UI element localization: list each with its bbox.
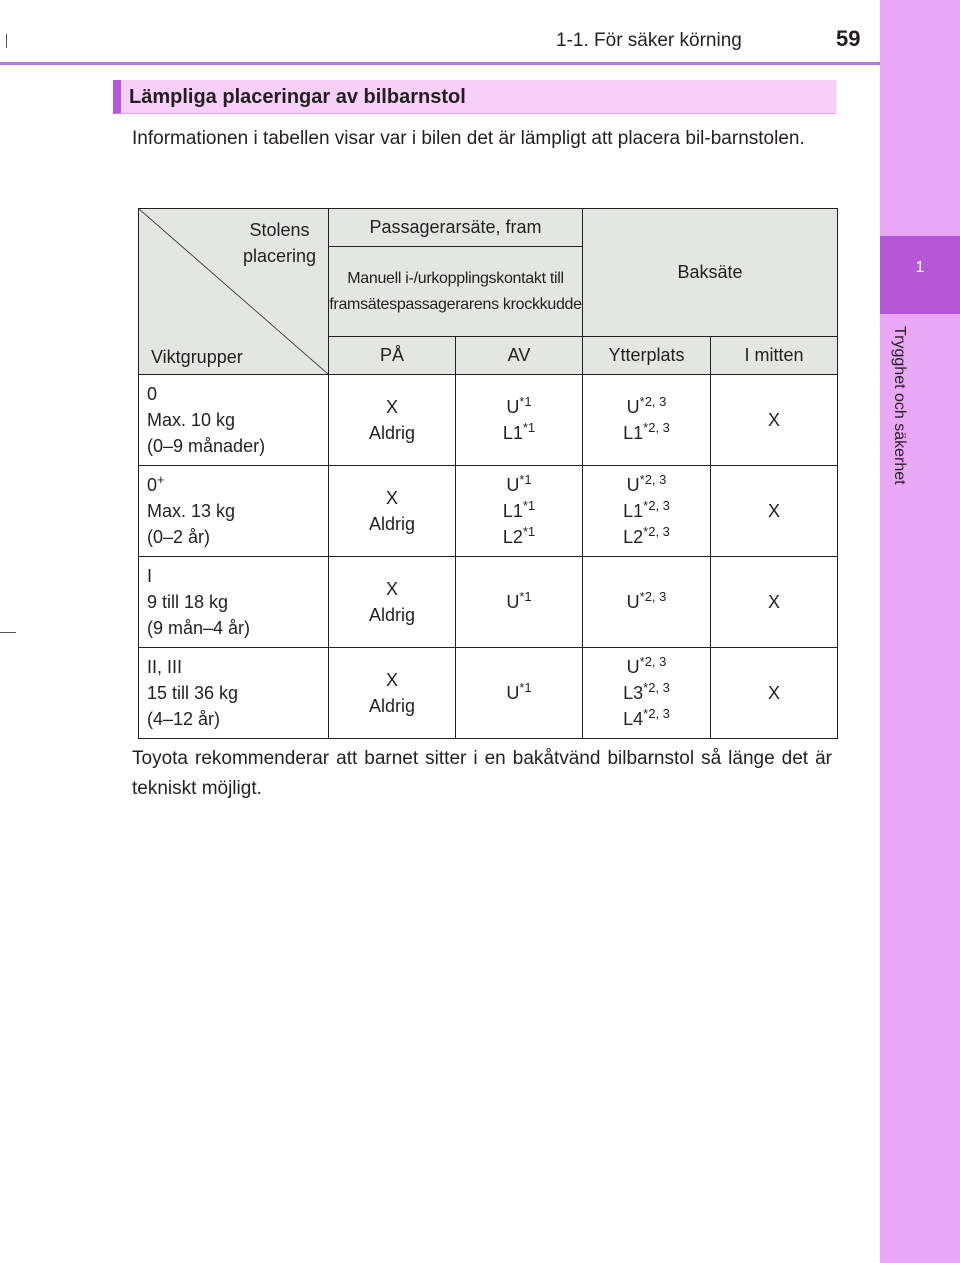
middle-seat-cell: X — [711, 375, 838, 466]
airbag-off-cell — [456, 648, 583, 739]
table-row — [139, 648, 838, 739]
group-line: II, III — [147, 657, 183, 677]
cell-value — [456, 472, 582, 498]
middle-seat-cell: X — [711, 466, 838, 557]
cell-value — [456, 420, 582, 446]
footnote-ref: *2, 3 — [639, 589, 667, 604]
cell-value — [456, 524, 582, 550]
recommendation-paragraph: Toyota rekommenderar att barnet sitter i en bakåtvänd bilbarnstol så länge det är tekniskt möjligt. — [132, 748, 832, 799]
middle-seat-cell: X — [711, 648, 838, 739]
corner-label-line: Stolens — [249, 220, 310, 240]
category-code: L1 — [623, 501, 644, 521]
footnote-ref: *2, 3 — [639, 472, 667, 487]
chapter-title: Trygghet och säkerhet — [891, 326, 908, 485]
footnote-ref: *1 — [519, 680, 532, 695]
cell-value — [583, 472, 710, 498]
category-code: U — [506, 592, 520, 612]
category-code: L3 — [623, 683, 644, 703]
header-divider — [0, 62, 880, 65]
footnote-ref: *2, 3 — [643, 680, 670, 695]
weight-group-cell — [139, 648, 329, 739]
category-code: U — [626, 592, 640, 612]
group-line: (9 mån–4 år) — [147, 618, 251, 638]
outer-seat-cell — [583, 466, 711, 557]
footnote-ref: *1 — [522, 420, 536, 435]
footnote-ref: *1 — [522, 498, 536, 513]
airbag-switch-header: Manuell i-/urkopplingskontakt till framsätespassagerarens krockkudde — [329, 247, 583, 337]
front-passenger-header: Passagerarsäte, fram — [329, 209, 583, 247]
category-code: L4 — [623, 709, 644, 729]
cell-value — [456, 589, 582, 615]
airbag-on-cell — [329, 648, 456, 739]
footnote-ref: *2, 3 — [639, 654, 667, 669]
middle-seat-cell: X — [711, 557, 838, 648]
rear-seat-header: Baksäte — [583, 209, 838, 337]
crop-mark — [6, 34, 7, 48]
group-line: (0–2 år) — [147, 527, 211, 547]
child-seat-placement-table — [138, 208, 838, 739]
cell-value — [583, 654, 710, 680]
group-line: I — [147, 566, 153, 586]
category-code: L1 — [502, 423, 523, 443]
group-line: Max. 10 kg — [147, 410, 236, 430]
cell-value: X — [385, 488, 398, 508]
cell-value — [583, 524, 710, 550]
running-header: 1-1. För säker körning — [556, 30, 742, 51]
footnote-ref: *2, 3 — [643, 420, 670, 435]
cell-value — [456, 498, 582, 524]
cell-value — [583, 420, 710, 446]
cell-value — [456, 394, 582, 420]
intro-paragraph: Informationen i tabellen visar var i bilen det är lämpligt att placera bil-barnstolen. — [132, 128, 805, 149]
corner-label-line: placering — [242, 246, 316, 266]
footnote-ref: *1 — [522, 524, 536, 539]
category-code: U — [506, 683, 520, 703]
group-line: 9 till 18 kg — [147, 592, 229, 612]
outer-seat-header: Ytterplats — [583, 337, 711, 375]
category-code: U — [626, 475, 640, 495]
cell-value — [583, 394, 710, 420]
cell-value: X — [385, 397, 398, 417]
airbag-off-cell — [456, 375, 583, 466]
table-row — [139, 466, 838, 557]
chapter-side-tab — [880, 0, 960, 1263]
airbag-off-cell — [456, 557, 583, 648]
weight-group-cell — [139, 375, 329, 466]
corner-seat-position-label — [243, 217, 316, 269]
airbag-on-cell — [329, 557, 456, 648]
cell-value: X — [385, 670, 398, 690]
category-code: L1 — [623, 423, 644, 443]
cell-value — [456, 680, 582, 706]
airbag-on-cell — [329, 466, 456, 557]
section-heading: Lämpliga placeringar av bilbarnstol — [113, 80, 836, 114]
category-code: L2 — [502, 527, 523, 547]
crop-mark — [0, 632, 16, 633]
switch-off-header: AV — [456, 337, 583, 375]
cell-value — [583, 680, 710, 706]
cell-value: Aldrig — [368, 696, 416, 716]
group-line: (4–12 år) — [147, 709, 221, 729]
outer-seat-cell — [583, 375, 711, 466]
group-line: 0 — [147, 384, 158, 404]
chapter-number: 1 — [880, 236, 960, 314]
weight-group-cell — [139, 557, 329, 648]
switch-on-header: PÅ — [329, 337, 456, 375]
table-row — [139, 557, 838, 648]
footnote-ref: *1 — [519, 589, 532, 604]
outer-seat-cell — [583, 648, 711, 739]
footnote-ref: *1 — [519, 394, 532, 409]
airbag-on-cell — [329, 375, 456, 466]
category-code: L1 — [502, 501, 523, 521]
table-row — [139, 375, 838, 466]
group-line: (0–9 månader) — [147, 436, 266, 456]
outer-seat-cell — [583, 557, 711, 648]
cell-value: Aldrig — [368, 605, 416, 625]
category-code: U — [626, 397, 640, 417]
cell-value: X — [385, 579, 398, 599]
category-code: U — [506, 475, 520, 495]
category-code: U — [626, 657, 640, 677]
table-corner-header — [139, 209, 329, 375]
cell-value — [583, 498, 710, 524]
cell-value: Aldrig — [368, 423, 416, 443]
footnote-ref: *2, 3 — [639, 394, 667, 409]
category-code: L2 — [623, 527, 644, 547]
corner-weight-group-label: Viktgrupper — [151, 347, 243, 367]
group-line: Max. 13 kg — [147, 501, 236, 521]
page-number: 59 — [836, 26, 861, 51]
weight-group-cell — [139, 466, 329, 557]
airbag-off-cell — [456, 466, 583, 557]
cell-value — [583, 706, 710, 732]
category-code: U — [506, 397, 520, 417]
footnote-ref: *1 — [519, 472, 532, 487]
footnote-ref: *2, 3 — [643, 524, 670, 539]
group-line — [147, 472, 320, 498]
cell-value: Aldrig — [368, 514, 416, 534]
footnote-ref: *2, 3 — [643, 706, 670, 721]
group-code: 0 — [147, 475, 158, 495]
footnote-ref: *2, 3 — [643, 498, 670, 513]
middle-seat-header: I mitten — [711, 337, 838, 375]
group-line: 15 till 36 kg — [147, 683, 239, 703]
cell-value — [583, 589, 710, 615]
group-superscript: + — [157, 472, 165, 487]
